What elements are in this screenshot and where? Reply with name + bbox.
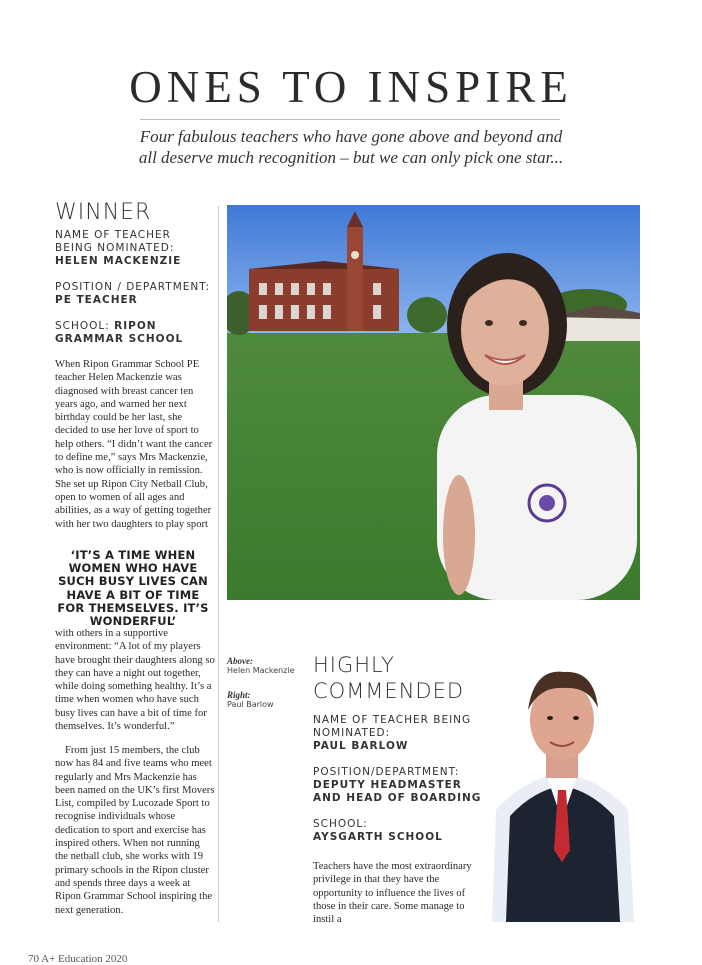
caption-above-name: Helen Mackenzie [227,666,295,675]
winner-section [55,201,213,346]
highly-commended-body: Teachers have the most extraordinary privilege in that they have the opportunity to influence the lives of those in their care. Some manage to instil a [313,861,472,926]
position-value: PE TEACHER [55,294,138,306]
highly-commended-section [313,652,483,844]
winner-body-3: From just 15 members, the club now has 84 and five teams who meet regularly and Mrs Mackenzie has been named on the UK’s first Movers List, compiled by Lucozade Sport to recognise individuals whose dedication to sport and exercise has inspired others. When not running the netball club, she works with 19 primary schools in the Ripon cluster and spends three days a week at Ripon Grammar School inspiring the next generation. [55,745,215,916]
page-subtitle [0,126,702,168]
pull-quote: ‘IT’S A TIME WHEN WOMEN WHO HAVE SUCH BUSY LIVES CAN HAVE A BIT OF TIME FOR THEMSELVES. IT’S WONDERFUL’ [57,548,209,629]
position-label: POSITION/DEPARTMENT: [313,766,460,778]
winner-body-1: When Ripon Grammar School PE teacher Helen Mackenzie was diagnosed with breast cancer ten years ago, and warned her next birthday could be her last, she decided to use her love of sport to help others. “I didn’t want the cancer to define me,” says Mrs Mackenzie, who is now officially in remission. She set up Ripon City Netball Club, open to women of all ages and abilities, as a way of getting together with her two daughters to play sport [55,359,213,530]
position-label: POSITION / DEPARTMENT: [55,281,211,293]
photo-captions [227,656,309,724]
caption-right-name: Paul Barlow [227,700,274,709]
caption-above-label: Above: [227,656,253,666]
title-rule [140,119,560,120]
winner-body-2: with others in a supportive environment: “A lot of my players have brought their daughters along so they can have a night out together, while doing something healthy. It’s a time when women who have such busy lives can have a bit of time for themselves. It’s wonderful.” [55,628,215,733]
paul-barlow-photo [484,650,640,922]
position-value: DEPUTY HEADMASTER AND HEAD OF BOARDING [313,779,482,804]
highly-commended-heading [313,652,483,704]
school-label: SCHOOL: [55,320,110,332]
heading-line: COMMENDED [313,679,465,703]
school-value: RIPON GRAMMAR SCHOOL [55,320,184,345]
column-divider [218,206,219,922]
winner-heading: WINNER [55,200,152,225]
helen-mackenzie-photo [227,205,640,600]
name-label: NAME OF TEACHER BEING NOMINATED: [313,714,472,739]
subtitle-line: all deserve much recognition – but we can only pick one star... [138,148,564,167]
teacher-name: HELEN MACKENZIE [55,255,182,267]
heading-line: HIGHLY [313,653,395,677]
teacher-name: PAUL BARLOW [313,740,409,752]
school-value: AYSGARTH SCHOOL [313,831,443,843]
school-label: SCHOOL: [313,818,368,830]
subtitle-line: Four fabulous teachers who have gone above and beyond and [139,127,563,146]
name-label: NAME OF TEACHER BEING NOMINATED: [55,229,175,254]
page-title: ONES TO INSPIRE [129,62,573,112]
page-footer: 70 A+ Education 2020 [28,953,128,965]
caption-right-label: Right: [227,690,251,700]
